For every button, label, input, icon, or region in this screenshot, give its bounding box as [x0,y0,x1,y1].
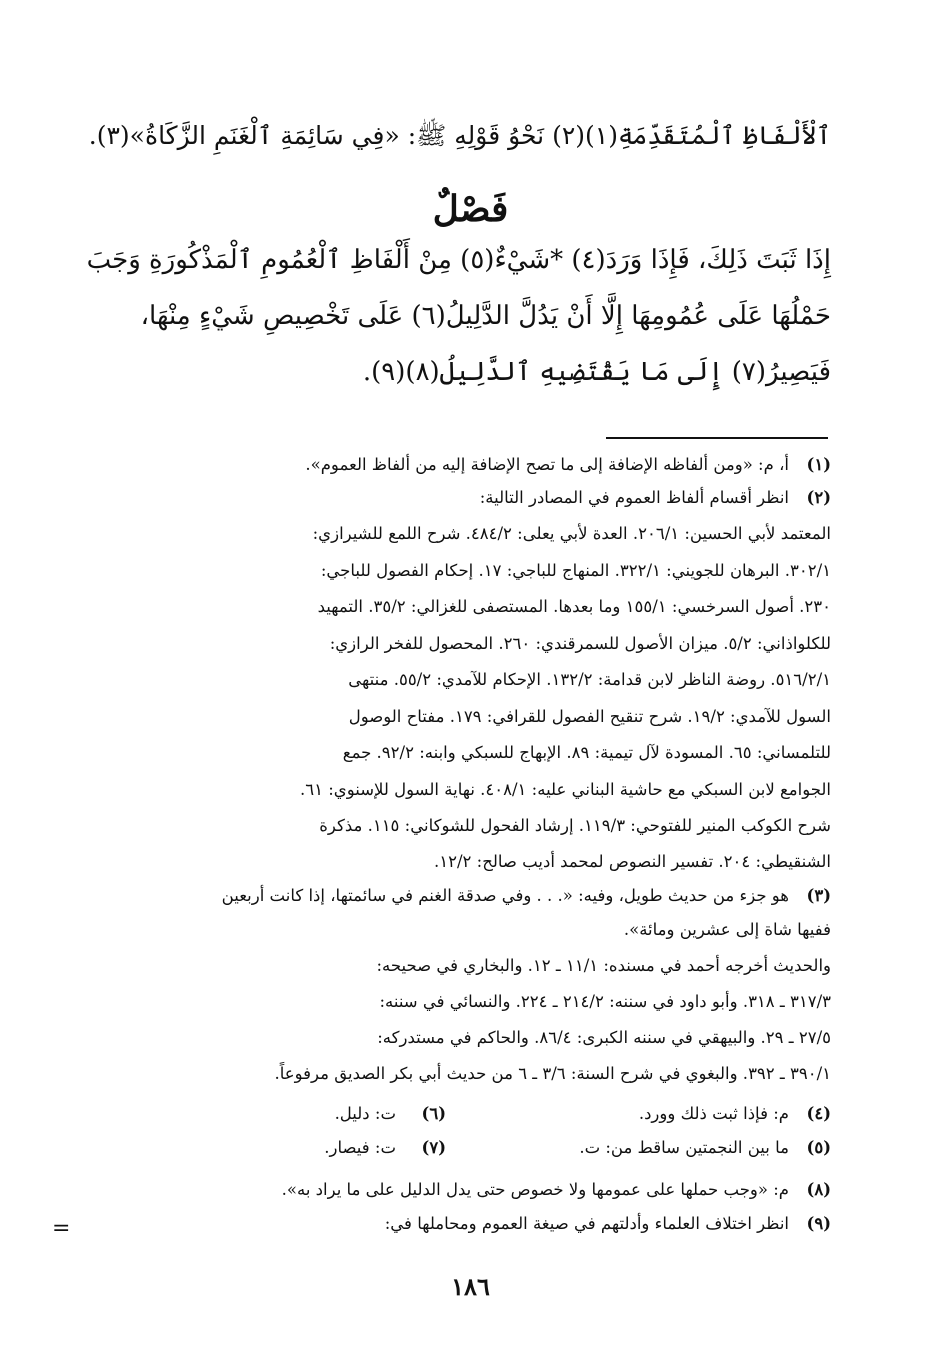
footnote-line: ٣٠٢/١. البرهان للجويني: ٣٢٢/١. المنهاج للباجي: ١٧. إحكام الفصول للباجي: [320,561,831,580]
footnote-line: شرح الكوكب المنير للفتوحي: ١١٩/٣. إرشاد الفحول للشوكاني: ١١٥. مذكرة [319,816,831,835]
footnote-text: ت: دليل. [334,1104,396,1123]
footnote-number: (٨) [806,1180,831,1199]
footnote-number: (٦) [421,1104,446,1123]
section-heading: فَصْلٌ [432,188,509,230]
paragraph-line-3: فَيَصِيرُ(٧) إِلَى مَا يَقْتَضِيهِ ٱلدَّلِيلُ(٨)(٩). [362,357,831,387]
paragraph-line-2: حَمْلُهَا عَلَى عُمُومِهَا إِلَّا أَنْ يَدُلَّ الدَّلِيلُ(٦) عَلَى تَخْصِيصِ شَيْءٍ مِنْهَا، [140,301,831,331]
footnote-text: انظر اختلاف العلماء وأدلتهم في صيغة العموم ومحاملها في: [384,1214,789,1233]
footnote-number: (٧) [421,1138,446,1157]
footnote-line: والحديث أخرجه أحمد في مسنده: ١١/١ ـ ١٢. والبخاري في صحيحه: [376,956,831,975]
main-text-top-line [90,120,831,180]
paragraph-line-1: إِذَا ثَبَتَ ذَلِكَ، فَإِذَا وَرَدَ(٤) *شَيْءٌ(٥) مِنْ أَلْفَاظِ ٱلْعُمُومِ ٱلْمَذْكُورَةِ وَجَبَ [86,245,831,275]
footnote-line: المعتمد لأبي الحسين: ٢٠٦/١. العدة لأبي يعلى: ٤٨٤/٢. شرح اللمع للشيرازي: [312,524,831,543]
footnote-number: (٣) [806,886,831,905]
footnote-number: (٥) [806,1138,831,1157]
main-text-line: ٱلْأَلْفَاظِ ٱلْمُتَقَدِّمَةِ(١)(٢) نَحْوُ قَوْلِهِ ﷺ: «فِي سَائِمَةِ ٱلْغَنَمِ الزَّكَاةُ»(٣). [88,121,831,150]
footnote-line: ٣٩٠/١ ـ ٣٩٢. والبغوي في شرح السنة: ٣/٦ ـ ٦ من حديث أبي بكر الصديق مرفوعاً. [274,1064,831,1083]
footnote-line: ففيها شاة إلى عشرين ومائة». [623,920,831,939]
footnote-line: الشنقيطي: ٢٠٤. تفسير النصوص لمحمد أديب صالح: ١٢/٢. [434,852,831,871]
footnote-number: (٢) [806,488,831,507]
margin-mark: = [52,1216,71,1241]
footnote-text: م: فإذا ثبت ذلك وورد. [638,1104,789,1123]
footnote-number: (٤) [806,1104,831,1123]
footnote-line: ٣١٧/٣ ـ ٣١٨. وأبو داود في سننه: ٢١٤/٢ ـ ٢٢٤. والنسائي في سننه: [379,992,831,1011]
footnote-separator [606,437,828,439]
footnote-text: انظر أقسام ألفاظ العموم في المصادر التالية: [479,488,789,507]
footnote-line: ٢٧/٥ ـ ٢٩. والبيهقي في سننه الكبرى: ٨٦/٤. والحاكم في مستدركه: [377,1028,831,1047]
footnote-line: الجوامع لابن السبكي مع حاشية البناني عليه: ٤٠٨/١. نهاية السول للإسنوي: ٦١. [300,780,831,799]
footnote-text: ت: فيصار. [324,1138,396,1157]
footnote-line: ٢٣٠. أصول السرخسي: ١٥٥/١ وما بعدها. المستصفى للغزالي: ٣٥/٢. التمهيد [317,597,831,616]
main-paragraph [86,245,831,395]
footnote-line: للتلمساني: ٦٥. المسودة لآل تيمية: ٨٩. الإبهاج للسبكي وابنه: ٩٢/٢. جمع [342,743,831,762]
footnote-text: أ، م: «ومن ألفاظه الإضافة إلى ما تصح الإضافة إليه من ألفاظ العموم». [305,455,789,474]
footnote-line: للكلواذاني: ٥/٢. ميزان الأصول للسمرقندي: ٢٦٠. المحصول للفخر الرازي: [329,634,831,653]
footnote-text: هو جزء من حديث طويل، وفيه: «. . . وفي صدقة الغنم في سائمتها، إذا كانت أربعين [221,886,789,905]
footnote-line: السول للآمدي: ١٩/٢. شرح تنقيح الفصول للقرافي: ١٧٩. مفتاح الوصول [348,707,831,726]
footnote-text: ما بين النجمتين ساقط من: ت. [579,1138,789,1157]
footnote-number: (٩) [806,1214,831,1233]
footnote-text: م: «وجب حملها على عمومها ولا خصوص حتى يدل الدليل على ما يراد به». [281,1180,789,1199]
footnote-number: (١) [806,455,831,474]
footnote-line: ٥١٦/٢/١. روضة الناظر لابن قدامة: ١٣٢/٢. الإحكام للآمدي: ٥٥/٢. منتهى [348,670,831,689]
page-number: ١٨٦ [451,1272,490,1301]
